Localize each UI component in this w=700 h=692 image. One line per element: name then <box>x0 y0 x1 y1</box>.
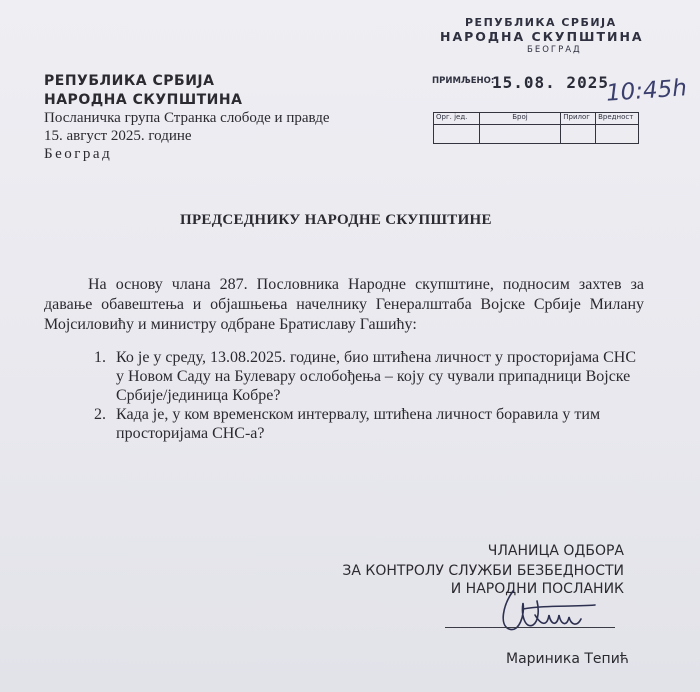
question-number: 2. <box>94 406 106 423</box>
reg-cell <box>479 125 561 144</box>
question-list <box>94 348 639 443</box>
reg-cell <box>596 125 639 144</box>
list-item <box>94 405 639 443</box>
received-time: 10:45h <box>605 75 688 107</box>
sender-group: Посланичка група Странка слободе и правде <box>44 110 330 126</box>
question-number: 1. <box>94 349 106 366</box>
registration-table <box>433 112 639 144</box>
document-title: ПРЕДСЕДНИКУ НАРОДНЕ СКУПШТИНЕ <box>180 212 492 228</box>
sender-assembly: НАРОДНА СКУПШТИНА <box>44 92 243 108</box>
reg-header-org: Орг. јед. <box>434 113 480 125</box>
stamp-republic: РЕПУБЛИКА СРБИЈА <box>465 16 617 29</box>
reg-header-value: Вредност <box>596 113 639 125</box>
signature-role-2: ЗА КОНТРОЛУ СЛУЖБИ БЕЗБЕДНОСТИ <box>342 563 624 579</box>
sender-date: 15. август 2025. године <box>44 128 192 144</box>
signature-role-1: ЧЛАНИЦА ОДБОРА <box>487 543 624 559</box>
reg-cell <box>434 125 480 144</box>
handwritten-signature <box>495 585 605 640</box>
list-item <box>94 348 639 405</box>
received-label: ПРИМЉЕНО: <box>432 76 495 86</box>
stamp-city: БЕОГРАД <box>527 45 582 55</box>
signature-role-3: И НАРОДНИ ПОСЛАНИК <box>450 581 624 597</box>
reg-header-attachment: Прилог <box>561 113 596 125</box>
sender-republic: РЕПУБЛИКА СРБИЈА <box>44 73 215 89</box>
received-date: 15.08. 2025 <box>492 73 609 92</box>
stamp-assembly: НАРОДНА СКУПШТИНА <box>440 29 644 44</box>
reg-cell <box>561 125 596 144</box>
sender-city: Београд <box>44 146 113 162</box>
reg-header-number: Број <box>479 113 561 125</box>
signatory-name: Мариника Тепић <box>506 651 629 667</box>
intro-paragraph: На основу члана 287. Пословника Народне скупштине, подносим захтев за давање обавештења и објашњења начелнику Генералштаба Војске Србије Милану Мојсиловићу и министру одбране Братиславу Гашићу: <box>44 276 644 333</box>
signature-line <box>445 627 615 628</box>
question-text: Ко је у среду, 13.08.2025. године, био штићена личност у просторијама СНС у Новом Саду на Булевару ослобођења – коју су чували припадници Војске Србије/јединица Кобре? <box>116 349 636 404</box>
question-text: Када је, у ком временском интервалу, штићена личност боравила у тим просторијама СНС-а? <box>116 406 601 442</box>
